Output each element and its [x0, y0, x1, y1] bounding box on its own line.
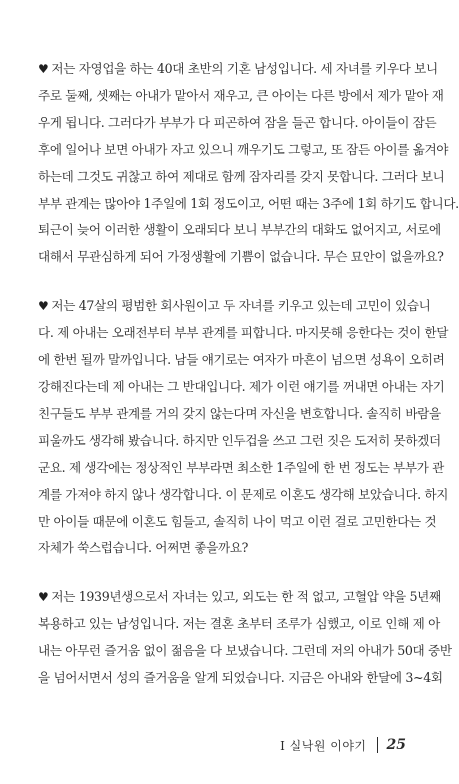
line-text: 내는 아무런 즐거움 없이 젊음을 다 보냈습니다. 그런데 저의 아내가 50대 중반 — [38, 643, 452, 659]
text-line — [38, 482, 449, 509]
footer-divider — [377, 737, 378, 753]
text-line — [38, 320, 449, 347]
line-text: 저는 자영업을 하는 40대 초반의 기혼 남성입니다. 세 자녀를 키우다 보니 — [51, 61, 438, 76]
page-content — [38, 56, 459, 714]
line-text: 강해진다는데 제 아내는 그 반대입니다. 제가 이런 얘기를 꺼내면 아내는 자기 — [38, 378, 445, 394]
text-line — [38, 347, 445, 374]
text-line — [38, 217, 441, 244]
line-text: 저는 47살의 평범한 회사원이고 두 자녀를 키우고 있는데 고민이 있습니 — [51, 298, 431, 314]
line-text: 친구들도 부부 관계를 거의 갖지 않는다며 자신을 변호합니다. 솔직히 바람을 — [38, 405, 441, 421]
line-text: 계를 가져야 하지 않나 생각합니다. 이 문제로 이혼도 생각해 보았습니다. 하지 — [38, 486, 449, 502]
line-text: 우게 됩니다. 그러다가 부부가 다 피곤하여 잠을 들곤 합니다. 아이들이 잠든 — [38, 114, 437, 130]
line-text: 후에 일어나 보면 아내가 자고 있으니 깨우기도 그렇고, 또 잠든 아이를 옮겨야 — [38, 141, 449, 157]
text-line — [38, 428, 441, 455]
heart-icon: ♥ — [38, 62, 49, 76]
question-block — [38, 56, 459, 271]
line-text: 자체가 쑥스럽습니다. 어쩌면 좋을까요? — [38, 540, 249, 556]
text-line — [38, 611, 440, 638]
line-text: 군요. 제 생각에는 정상적인 부부라면 최소한 1주일에 한 번 정도는 부부가 관 — [38, 459, 444, 475]
text-line — [38, 244, 444, 271]
line-text: 부부 관계는 많아야 1주일에 1회 정도이고, 어떤 때는 3주에 1회 하기도 합니다. — [38, 195, 459, 211]
text-line — [38, 535, 416, 562]
line-text: 하는데 그것도 귀찮고 하여 제대로 함께 잠자리를 갖지 못합니다. 그러다 보니 — [38, 168, 445, 184]
line-text: 대해서 무관심하게 되어 가정생활에 기쁨이 없습니다. 무슨 묘안이 없을까요? — [38, 249, 444, 265]
text-line — [38, 137, 449, 164]
text-line — [38, 164, 445, 191]
page-footer — [0, 734, 450, 756]
text-line — [38, 293, 431, 320]
line-text: 에 한번 될까 말까입니다. 남들 얘기로는 여자가 마흔이 넘으면 성욕이 오히려 — [38, 352, 445, 368]
line-text: 복용하고 있는 남성입니다. 저는 결혼 초부터 조루가 심했고, 이로 인해 제 아 — [38, 616, 440, 632]
text-line — [38, 455, 444, 482]
line-text: 만 아이들 때문에 이혼도 힘들고, 솔직히 나이 먹고 이런 걸로 고민한다는 것 — [38, 513, 437, 529]
question-block — [38, 293, 449, 562]
text-line — [38, 665, 443, 692]
line-text: 다. 제 아내는 오래전부터 부부 관계를 피합니다. 마지못해 응한다는 것이 한달 — [38, 325, 449, 341]
text-line — [38, 638, 452, 665]
text-line — [38, 83, 444, 110]
text-line — [38, 584, 441, 611]
running-section-title: I 실낙원 이야기 — [280, 738, 367, 753]
text-line — [38, 509, 437, 536]
question-block — [38, 584, 452, 692]
line-text: 퇴근이 늦어 이러한 생활이 오래되다 보니 부부간의 대화도 없어지고, 서로에 — [38, 222, 441, 238]
text-line — [38, 401, 441, 428]
text-line — [38, 56, 438, 83]
text-line — [38, 191, 459, 218]
line-text: 주로 둘째, 셋째는 아내가 맡아서 재우고, 큰 아이는 다른 방에서 제가 맡아 재 — [38, 87, 444, 103]
text-line — [38, 374, 445, 401]
heart-icon: ♥ — [38, 590, 49, 605]
line-text: 을 넘어서면서 성의 즐거움을 알게 되었습니다. 지금은 아내와 한달에 3~4회 — [38, 670, 443, 686]
page-number: 25 — [386, 737, 406, 753]
heart-icon: ♥ — [38, 299, 49, 314]
text-line — [38, 110, 437, 137]
line-text: 피울까도 생각해 봤습니다. 하지만 인두겁을 쓰고 그런 짓은 도저히 못하겠더 — [38, 432, 441, 448]
line-text: 저는 1939년생으로서 자녀는 있고, 외도는 한 적 없고, 고혈압 약을 5년째 — [51, 589, 441, 605]
